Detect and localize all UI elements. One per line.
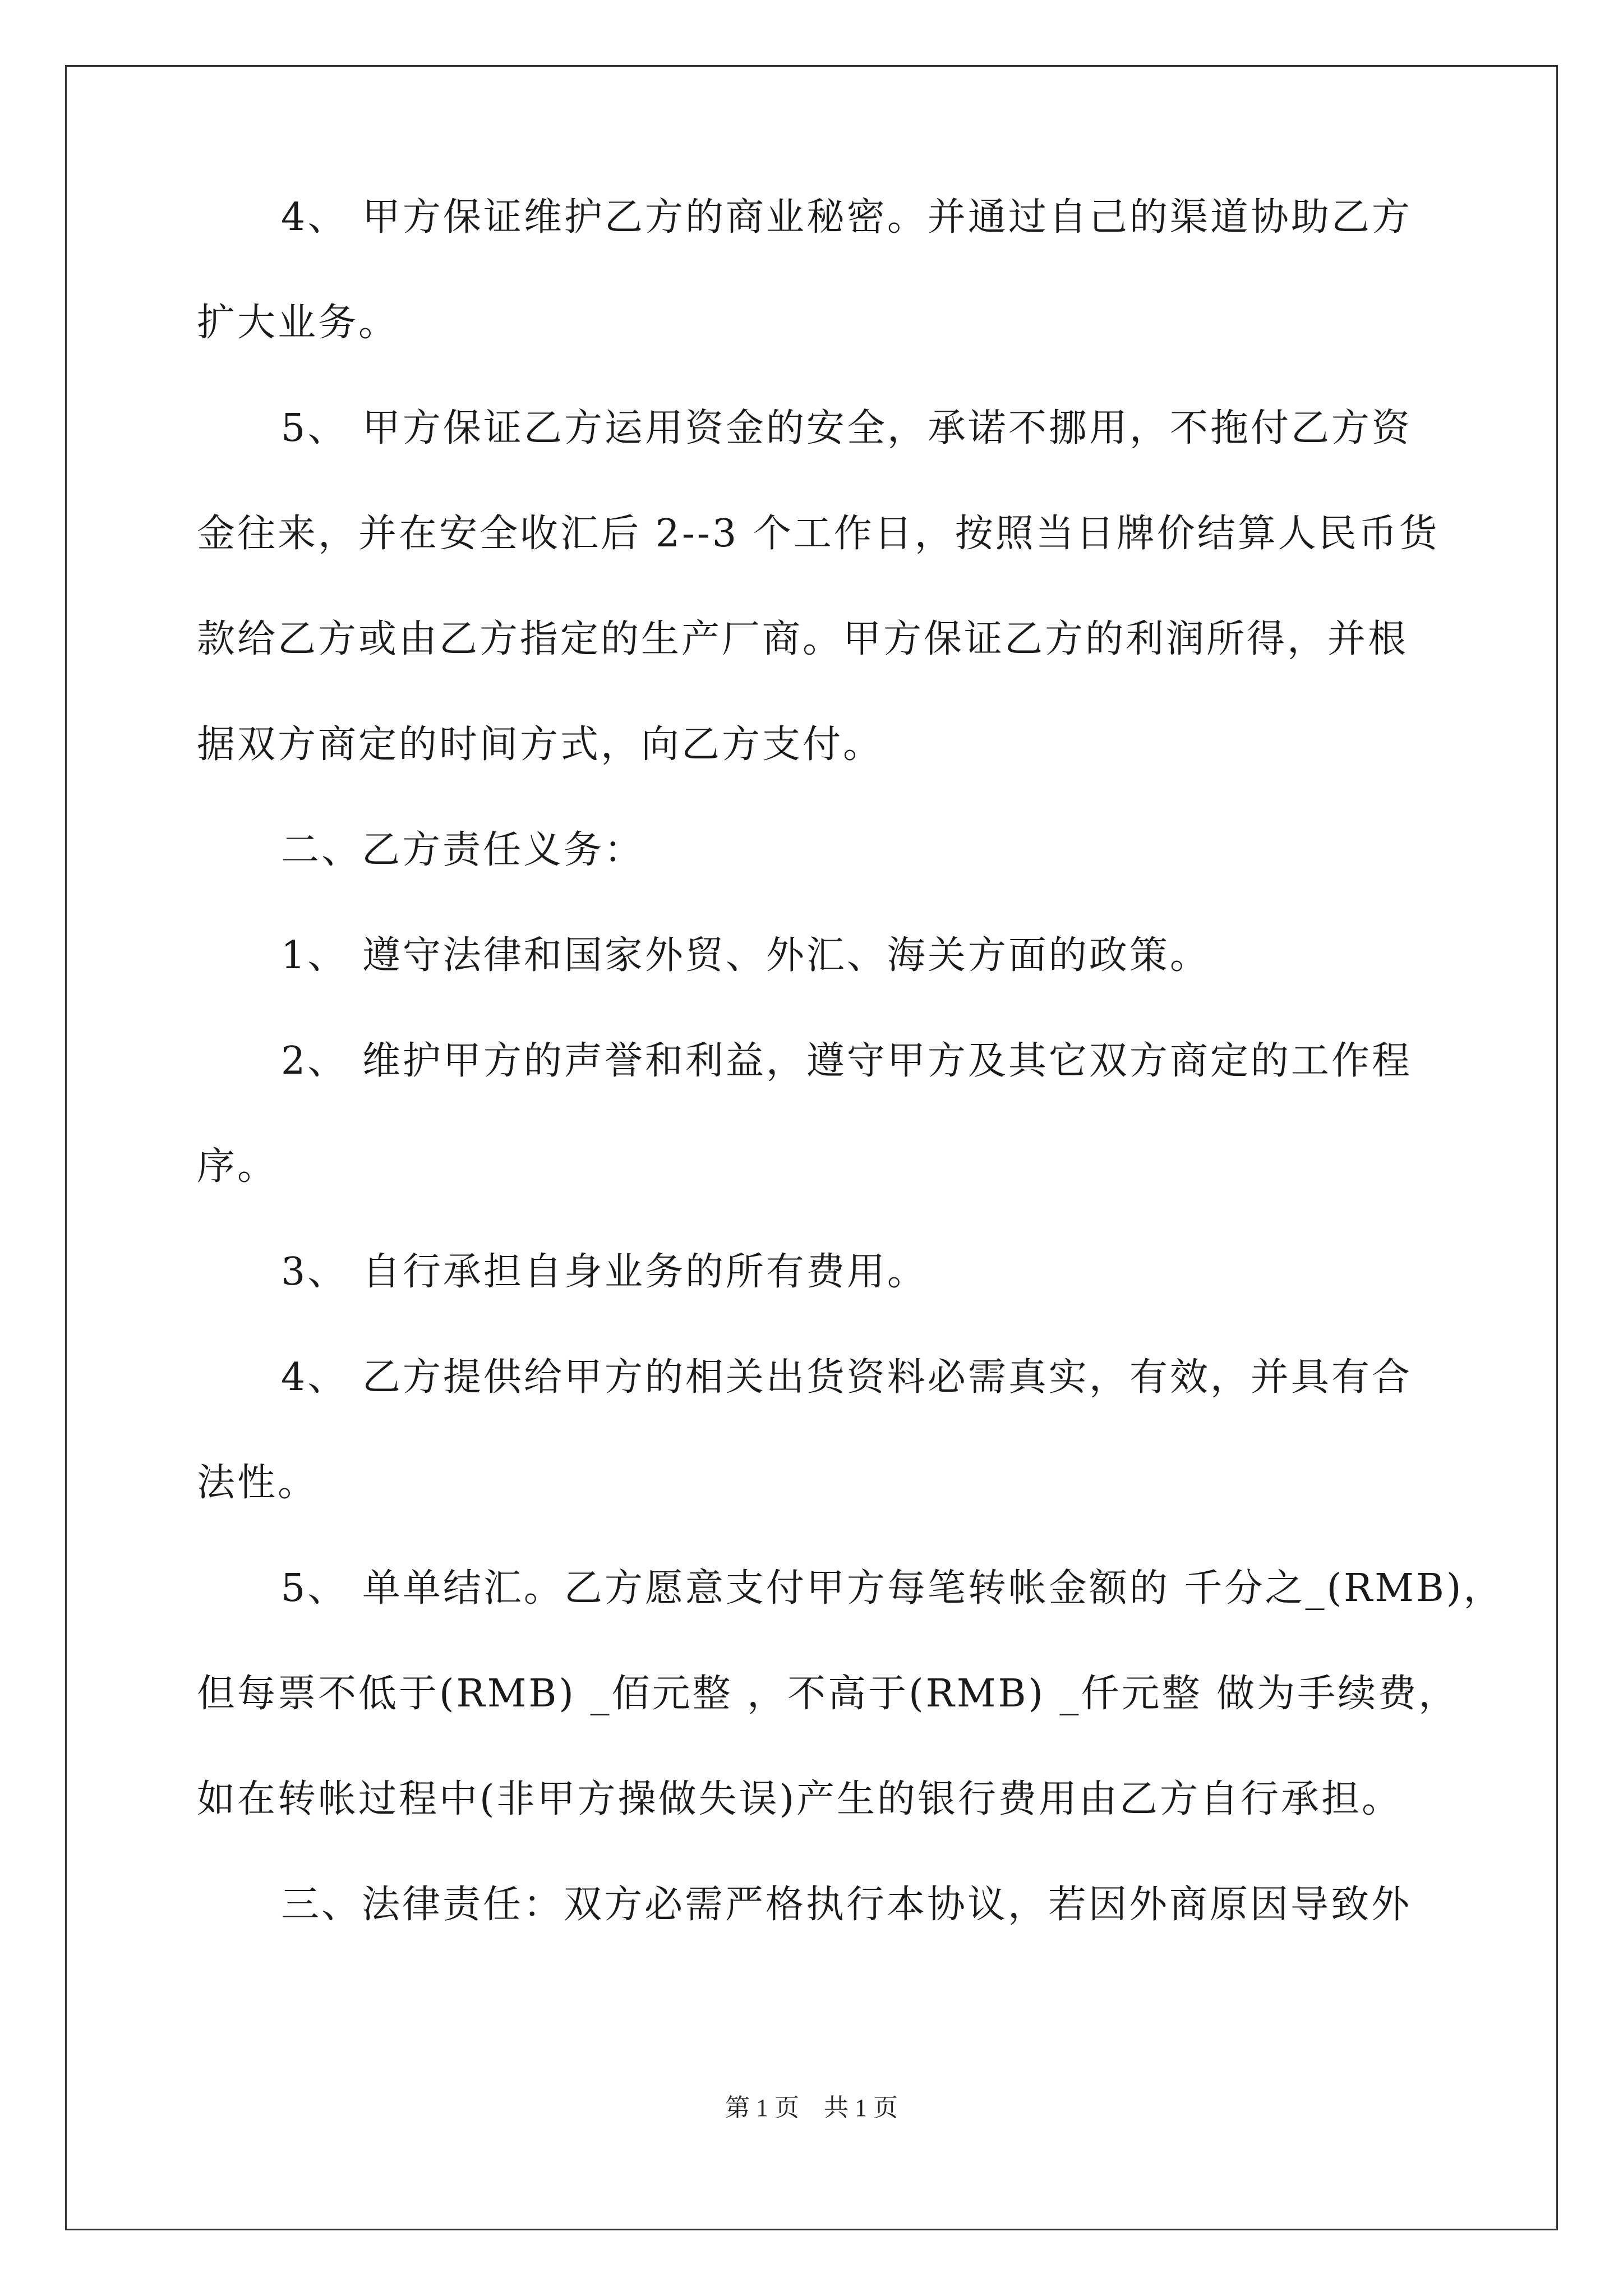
paragraph-line: 4、 甲方保证维护乙方的商业秘密。并通过自己的渠道协助乙方 [281,195,1412,240]
paragraph-line: 5、 单单结汇。乙方愿意支付甲方每笔转帐金额的 千分之_(RMB)， [281,1566,1504,1611]
paragraph-line: 序。 [197,1144,278,1189]
paragraph-line: 扩大业务。 [197,301,399,345]
paragraph-line: 但每票不低于(RMB) _佰元整 ，不高于(RMB) _仟元整 做为手续费， [197,1672,1459,1716]
paragraph-line: 1、 遵守法律和国家外贸、外汇、海关方面的政策。 [281,933,1210,978]
paragraph-line: 据双方商定的时间方式，向乙方支付。 [197,723,884,767]
paragraph-line: 款给乙方或由乙方指定的生产厂商。甲方保证乙方的利润所得，并根 [197,617,1409,661]
paragraph-line: 4、 乙方提供给甲方的相关出货资料必需真实，有效，并具有合 [281,1355,1412,1400]
paragraph-line: 3、 自行承担自身业务的所有费用。 [281,1250,928,1294]
paragraph-line: 法性。 [197,1461,319,1505]
paragraph-line: 5、 甲方保证乙方运用资金的安全，承诺不挪用，不拖付乙方资 [281,406,1412,450]
paragraph-line: 2、 维护甲方的声誉和利益，遵守甲方及其它双方商定的工作程 [281,1039,1412,1083]
paragraph-line: 金往来，并在安全收汇后 2--3 个工作日，按照当日牌价结算人民币货 [197,512,1440,556]
section-heading: 二、乙方责任义务： [281,828,645,872]
paragraph-line: 如在转帐过程中(非甲方操做失误)产生的银行费用由乙方自行承担。 [197,1777,1403,1821]
page-footer: 第 1 页 共 1 页 [725,2094,898,2122]
section-heading: 三、法律责任：双方必需严格执行本协议，若因外商原因导致外 [281,1883,1412,1927]
